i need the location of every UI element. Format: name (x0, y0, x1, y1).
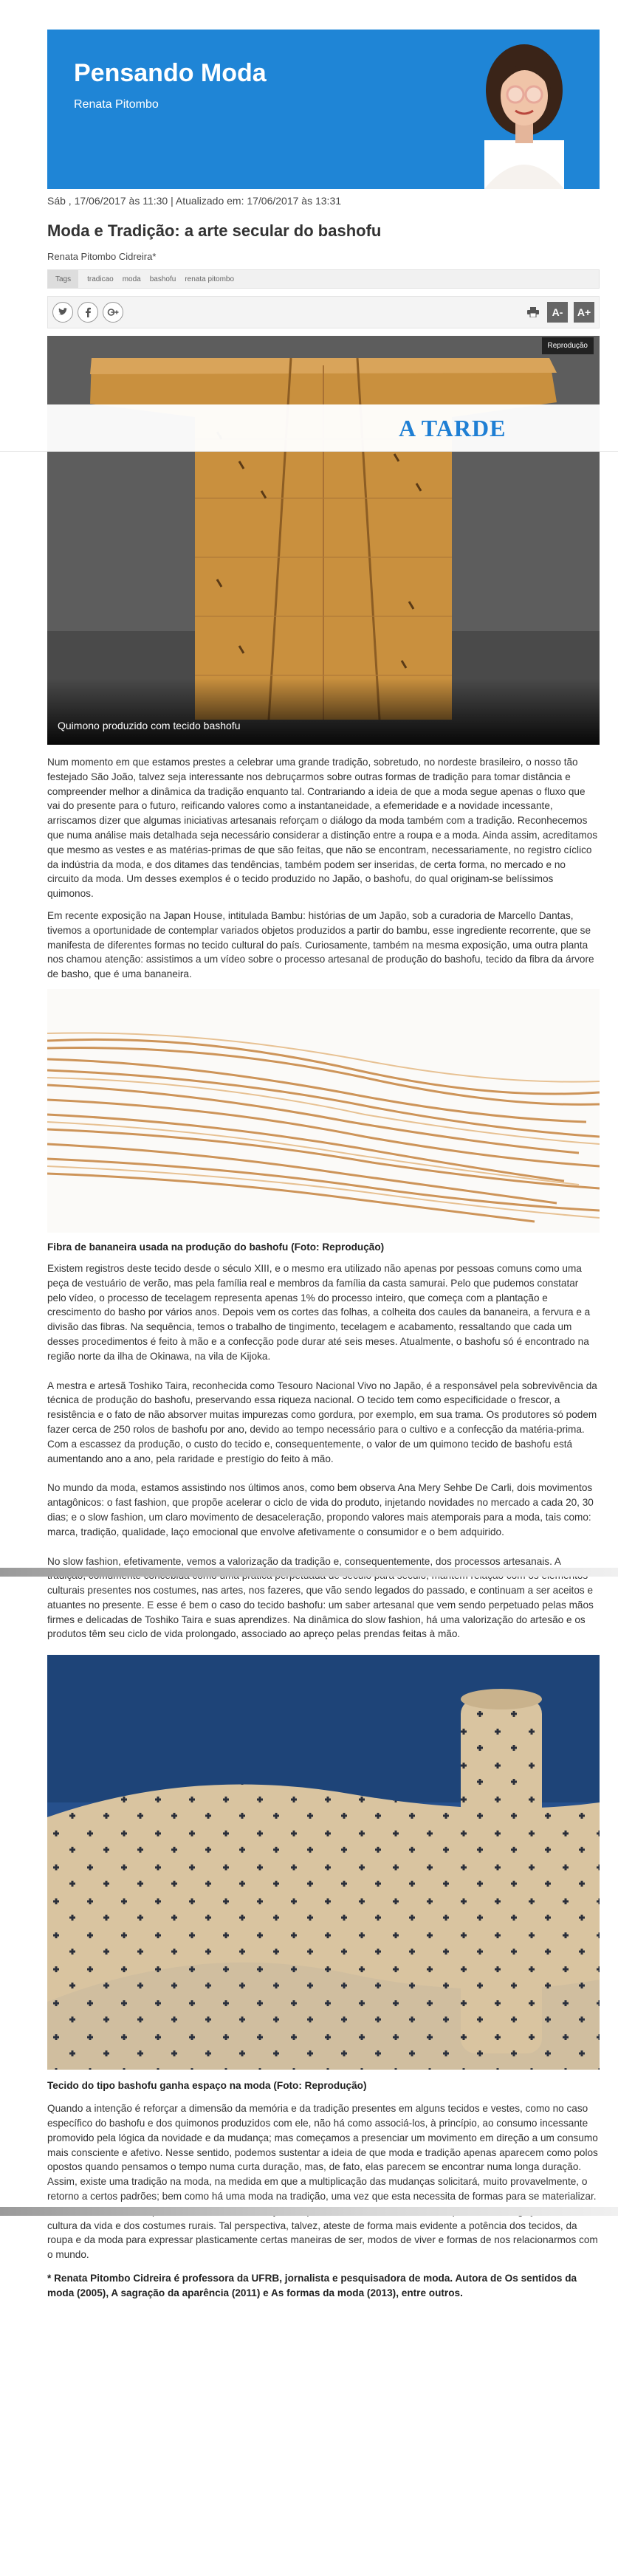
paragraph: No mundo da moda, estamos assistindo nos últimos anos, como bem observa Ana Mery Sehbe De Carli, dois movimentos antagônicos: o fast fashion, que propõe acelerar o ciclo de vida do produto, injetando novidades no mercado a cada 20, 30 dias; e o slow fashion, um claro movimento de desaceleração, propondo valores mais atemporais para a moda, tais como: marca, tradição, qualidade, laço emocional que envolve afetivamente o consumidor e o bem adquirido. (47, 1482, 594, 1537)
ad-strip (0, 2207, 618, 2216)
article-title: Moda e Tradição: a arte secular do bashofu (47, 221, 382, 240)
text-tools (525, 302, 594, 323)
image-caption: Fibra de bananeira usada na produção do bashofu (Foto: Reprodução) (47, 1241, 385, 1253)
google-plus-icon[interactable] (103, 302, 123, 323)
article-page (47, 30, 600, 2301)
facebook-icon[interactable] (78, 302, 98, 323)
photo-credit-badge: Reprodução (542, 337, 594, 354)
tags-label: Tags (48, 270, 78, 288)
article-toolbar (47, 296, 600, 328)
hero-image (47, 336, 600, 745)
site-header-bar (0, 404, 618, 452)
share-buttons (52, 302, 123, 323)
author-footnote: * Renata Pitombo Cidreira é professora da UFRB, jornalista e pesquisadora de moda. Autora de Os sentidos da moda (2005), A sagração da aparência (2011) e As formas da moda (2013), entre outros. (47, 2273, 577, 2299)
author-portrait (470, 30, 579, 189)
ad-strip (0, 1568, 618, 1577)
banana-fiber-image (47, 989, 600, 1233)
fiber-photo (47, 989, 600, 1233)
twitter-icon[interactable] (52, 302, 73, 323)
font-increase-button[interactable]: A+ (574, 302, 594, 323)
tag-link[interactable]: tradicao (87, 275, 114, 283)
blog-title[interactable]: Pensando Moda (74, 59, 267, 87)
hero-caption: Quimono produzido com tecido bashofu (47, 678, 600, 745)
image-caption: Tecido do tipo bashofu ganha espaço na moda (Foto: Reprodução) (47, 2080, 367, 2092)
blog-author: Renata Pitombo (74, 98, 159, 111)
article-byline: Renata Pitombo Cidreira* (47, 251, 157, 262)
tag-link[interactable]: renata pitombo (185, 275, 235, 283)
blog-header-banner[interactable] (47, 30, 600, 189)
paragraph: A mestra e artesã Toshiko Taira, reconhecida como Tesouro Nacional Vivo no Japão, é a responsável pela sobrevivência da técnica de produção do bashofu, preservando essa riqueza nacional. O tecido tem como especificidade o frescor, a resistência e o fato de não absorver muitas impurezas como gordura, por exemplo, em sua trama. Os produtores só podem fazer cerca de 250 rolos de bashofu por ano, devido ao tempo necessário para o cultivo e a confecção da matéria-prima. Com a escassez da produção, o custo do tecido e, consequentemente, o valor de um quimono tecido de bashofu está aumentando ano a ano, pela raridade e prestígio do feito à mão. (47, 1380, 597, 1464)
article-date: Sáb , 17/06/2017 às 11:30 | Atualizado em: 17/06/2017 às 13:31 (47, 195, 342, 207)
paragraph: Existem registros deste tecido desde o século XIII, e o mesmo era utilizado não apenas por pessoas comuns como uma peça de vestuário de verão, mas pela família real e membros da família da casta samurai. Pelo que pudemos constatar pelo vídeo, o processo de tecelagem representa apenas 1% do processo inteiro, que começa com a plantação e crescimento do basho por vários anos. Depois vem os cortes das folhas, a colheita dos caules da bananeira, a fervura e a divisão das fibras. Na sequência, temos o trabalho de tingimento, tecelagem e acabamento, ressaltando que cada um desses procedimentos é feito à mão e a confecção pode durar até seis meses. Atualmente, o bashofu só é encontrado na região norte da ilha de Okinawa, na vila de Kijoka. (47, 1262, 591, 1362)
paragraph: No slow fashion, efetivamente, vemos a valorização da tradição e, consequentemente, dos processos artesanais. A culturais presentes nos costumes, nas artes, nos fazeres, que vão sendo legados do passado, e continuam a ser aceitos e atuantes no presente. E esse é bem o caso do tecido bashofu: um saber artesanal que vem sendo perpetuado pelas mãos firmes e delicadas de Toshiko Taira e suas aprendizes. Na dinâmica do slow fashion, há uma valorização do artesão e os produtos têm seu ciclo de vida prolongado, associado ao apreço pelas prendas feitas à mão. (47, 1555, 594, 1640)
paragraph: Quando a intenção é reforçar a dimensão da memória e da tradição presentes em alguns tecidos e vestes, como no caso específico do bashofu e dos quimonos produzidos com ele, não há como associá-los, à princípio, ao consumo incessante promovido pela lógica da novidade e da mudança; mas começamos a presenciar um movimento em direção a um consumo mais consciente e afetivo. Nesse sentido, podemos sustentar a ideia de que moda e tradição apenas aparecem como polos opostos quando pensamos o tempo numa curta duração, mas, de fato, elas parecem se encontrar numa longa duração. Assim, existe uma tradição na moda, na medida em que a multiplicação das mudanças solicitará, muito provavelmente, o retorno a certos padrões; bem como há uma moda na tradição, uma vez que esta necessita de formas para se materializar. cultura da vida e dos costumes rurais. Tal perspectiva, talvez, ateste de forma mais evidente a potência dos tecidos, da roupa e da moda para expressar plasticamente certas maneiras de ser, modos de viver e formas de nos relacionarmos com o mundo. (47, 2103, 598, 2261)
site-logo[interactable]: A TARDE (399, 415, 507, 441)
article-body (47, 755, 600, 2301)
tag-link[interactable]: moda (122, 275, 141, 283)
tag-bar (47, 269, 600, 289)
paragraph: Em recente exposição na Japan House, intitulada Bambu: histórias de um Japão, sob a curadoria de Marcello Dantas, tivemos a oportunidade de contemplar variados objetos produzidos a partir do bambu, esse ingrediente recorrente, que se manifesta de diferentes formas no tecido cultural do país. Curiosamente, também na mesma exposição, uma outra planta nos chamou atenção: assistimos a um vídeo sobre o processo artesanal de produção do bashofu, tecido da fibra da árvore de basho, que é uma bananeira. (47, 909, 594, 980)
paragraph: Num momento em que estamos prestes a celebrar uma grande tradição, sobretudo, no nordeste brasileiro, o nosso tão festejado São João, talvez seja interessante nos debruçarmos sobre outras formas de tradição para tomar distância e compreender melhor a dinâmica da tradição enquanto tal. Contrariando a ideia de que a moda segue apenas o fluxo que vai do presente para o futuro, reificando valores como a instantaneidade, a efemeridade e a novidade incessante, arriscamos dizer que algumas iniciativas artesanais reforçam o diálogo da moda também com a tradição. Reconhecemos que numa análise mais detalhada seja necessário considerar a distinção entre a roupa e a moda. Ainda assim, acreditamos que mesmo as vestes e as matérias-primas de que são feitas, que não se encontram, necessariamente, no registro cíclico da indústria da moda, e dos ditames das tendências, também podem ser inseridas, de certa forma, no mercado e no circuito da moda. Um desses exemplos é o tecido produzido no Japão, o bashofu, do qual originam-se belíssimos quimonos. (47, 757, 598, 900)
font-decrease-button[interactable]: A- (547, 302, 568, 323)
tag-link[interactable]: bashofu (149, 275, 176, 283)
bashofu-fabric-image (47, 1655, 600, 2070)
fabric-photo (47, 1655, 600, 2070)
print-icon[interactable] (525, 304, 541, 320)
